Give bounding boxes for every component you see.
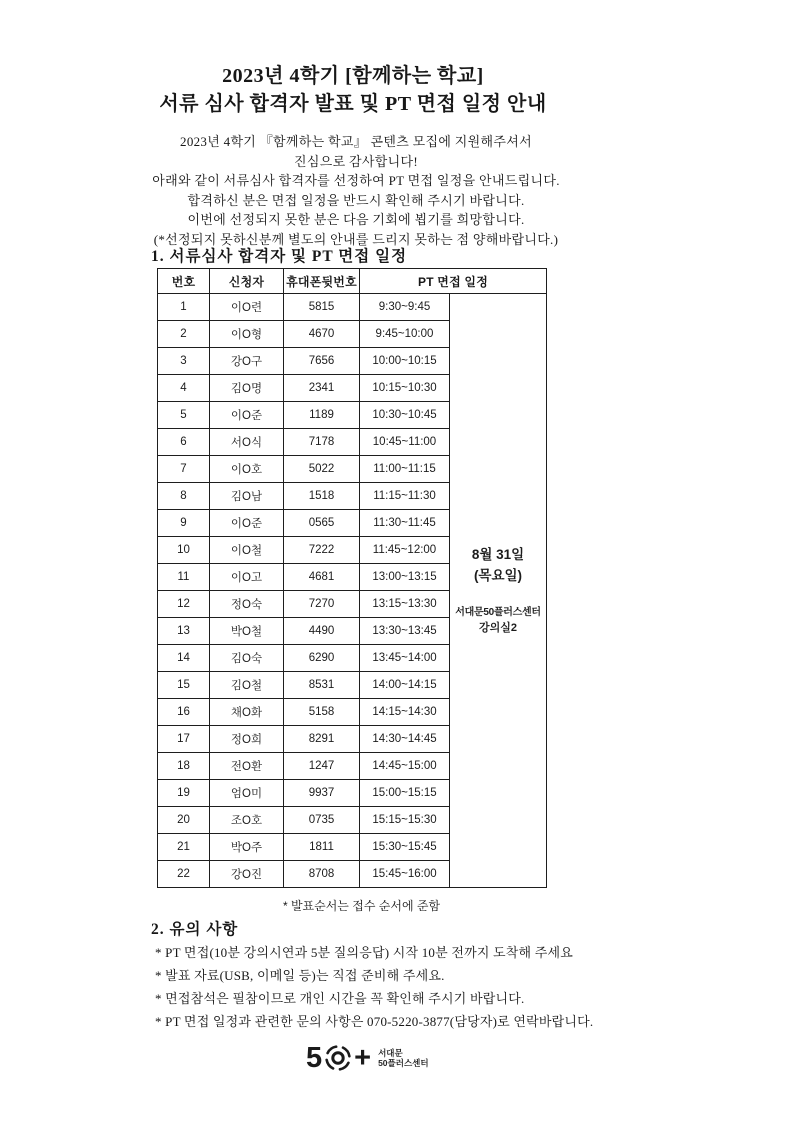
cell-number: 14 xyxy=(158,645,210,672)
cell-time: 13:15~13:30 xyxy=(360,591,450,618)
intro-paragraph xyxy=(0,132,712,249)
cell-number: 6 xyxy=(158,429,210,456)
cell-time: 15:30~15:45 xyxy=(360,834,450,861)
cell-applicant: 이O철 xyxy=(210,537,284,564)
title-line-2: 서류 심사 합격자 발표 및 PT 면접 일정 안내 xyxy=(159,93,547,115)
cell-number: 4 xyxy=(158,375,210,402)
table-row xyxy=(158,294,547,321)
cell-number: 17 xyxy=(158,726,210,753)
cell-applicant: 정O희 xyxy=(210,726,284,753)
intro-line: 진심으로 감사합니다! xyxy=(294,153,418,169)
cell-phone: 7270 xyxy=(284,591,360,618)
cell-applicant: 채O화 xyxy=(210,699,284,726)
cell-phone: 7222 xyxy=(284,537,360,564)
cell-phone: 0565 xyxy=(284,510,360,537)
header-pt-schedule: PT 면접 일정 xyxy=(360,269,547,294)
header-applicant: 신청자 xyxy=(210,269,284,294)
intro-line: 2023년 4학기 『함께하는 학교』 콘텐츠 모집에 지원해주셔서 xyxy=(180,134,532,149)
logo-org-line1: 서대문 xyxy=(378,1048,403,1058)
cell-applicant: 정O숙 xyxy=(210,591,284,618)
header-number: 번호 xyxy=(158,269,210,294)
cell-applicant: 전O환 xyxy=(210,753,284,780)
cell-phone: 0735 xyxy=(284,807,360,834)
cell-time: 15:45~16:00 xyxy=(360,861,450,888)
schedule-info-day: (목요일) xyxy=(473,567,523,583)
cell-time: 13:30~13:45 xyxy=(360,618,450,645)
cell-number: 9 xyxy=(158,510,210,537)
cell-number: 8 xyxy=(158,483,210,510)
cell-phone: 2341 xyxy=(284,375,360,402)
cell-time: 14:45~15:00 xyxy=(360,753,450,780)
cell-number: 22 xyxy=(158,861,210,888)
cell-phone: 4490 xyxy=(284,618,360,645)
cell-phone: 1518 xyxy=(284,483,360,510)
cell-applicant: 이O련 xyxy=(210,294,284,321)
cell-time: 14:00~14:15 xyxy=(360,672,450,699)
note-item: * 면접참석은 필참이므로 개인 시간을 꼭 확인해 주시기 바랍니다. xyxy=(155,991,525,1006)
cell-time: 15:15~15:30 xyxy=(360,807,450,834)
cell-applicant: 엄O미 xyxy=(210,780,284,807)
cell-phone: 7656 xyxy=(284,348,360,375)
page-title xyxy=(0,62,706,118)
cell-applicant: 강O진 xyxy=(210,861,284,888)
cell-applicant: 이O형 xyxy=(210,321,284,348)
cell-number: 2 xyxy=(158,321,210,348)
cell-applicant: 강O구 xyxy=(210,348,284,375)
cell-time: 11:30~11:45 xyxy=(360,510,450,537)
schedule-info-date: 8월 31일 xyxy=(471,546,525,562)
cell-phone: 1811 xyxy=(284,834,360,861)
cell-time: 9:30~9:45 xyxy=(360,294,450,321)
cell-applicant: 김O명 xyxy=(210,375,284,402)
cell-phone: 5158 xyxy=(284,699,360,726)
cell-time: 10:15~10:30 xyxy=(360,375,450,402)
cell-applicant: 이O준 xyxy=(210,510,284,537)
cell-time: 9:45~10:00 xyxy=(360,321,450,348)
cell-time: 10:00~10:15 xyxy=(360,348,450,375)
notes-list xyxy=(155,941,755,1033)
cell-applicant: 서O식 xyxy=(210,429,284,456)
cell-number: 3 xyxy=(158,348,210,375)
cell-number: 7 xyxy=(158,456,210,483)
cell-time: 11:45~12:00 xyxy=(360,537,450,564)
schedule-info-cell xyxy=(450,294,547,888)
cell-phone: 4670 xyxy=(284,321,360,348)
cell-number: 20 xyxy=(158,807,210,834)
cell-number: 5 xyxy=(158,402,210,429)
cell-number: 19 xyxy=(158,780,210,807)
table-header-row xyxy=(158,269,547,294)
schedule-info-room: 강의실2 xyxy=(479,621,517,634)
cell-number: 11 xyxy=(158,564,210,591)
cell-time: 15:00~15:15 xyxy=(360,780,450,807)
logo-plus-glyph: + xyxy=(354,1042,372,1074)
title-line-1: 2023년 4학기 [함께하는 학교] xyxy=(222,65,484,87)
cell-applicant: 박O철 xyxy=(210,618,284,645)
cell-applicant: 김O남 xyxy=(210,483,284,510)
cell-time: 10:30~10:45 xyxy=(360,402,450,429)
schedule-info-venue: 서대문50플러스센터 xyxy=(455,606,541,618)
cell-phone: 7178 xyxy=(284,429,360,456)
note-item: * 발표 자료(USB, 이메일 등)는 직접 준비해 주세요. xyxy=(155,968,445,983)
cell-phone: 8708 xyxy=(284,861,360,888)
schedule-table-body xyxy=(158,294,547,888)
interview-schedule-table xyxy=(157,268,547,888)
note-item: * PT 면접(10분 강의시연과 5분 질의응답) 시작 10분 전까지 도착해 주세요 xyxy=(155,945,574,960)
intro-line: (*선정되지 못하신분께 별도의 안내를 드리지 못하는 점 양해바랍니다.) xyxy=(153,231,559,247)
cell-number: 21 xyxy=(158,834,210,861)
cell-phone: 8531 xyxy=(284,672,360,699)
header-phone: 휴대폰뒷번호 xyxy=(284,269,360,294)
cell-number: 16 xyxy=(158,699,210,726)
footer-logo xyxy=(306,1043,429,1073)
fifty-plus-logo xyxy=(306,1043,371,1073)
cell-time: 13:45~14:00 xyxy=(360,645,450,672)
cell-applicant: 김O철 xyxy=(210,672,284,699)
cell-number: 1 xyxy=(158,294,210,321)
intro-line: 아래와 같이 서류심사 합격자를 선정하여 PT 면접 일정을 안내드립니다. xyxy=(152,173,560,188)
cell-time: 10:45~11:00 xyxy=(360,429,450,456)
cell-time: 11:00~11:15 xyxy=(360,456,450,483)
cell-phone: 5022 xyxy=(284,456,360,483)
cell-time: 14:15~14:30 xyxy=(360,699,450,726)
section2-heading: 2. 유의 사항 xyxy=(151,921,239,938)
cell-applicant: 이O고 xyxy=(210,564,284,591)
cell-number: 10 xyxy=(158,537,210,564)
cell-applicant: 조O호 xyxy=(210,807,284,834)
fifty-plus-circle-icon xyxy=(323,1043,353,1073)
logo-org-line2: 50플러스센터 xyxy=(378,1058,429,1068)
intro-line: 합격하신 분은 면접 일정을 반드시 확인해 주시기 바랍니다. xyxy=(187,192,525,208)
cell-phone: 1247 xyxy=(284,753,360,780)
intro-line: 이번에 선정되지 못한 분은 다음 기회에 뵙기를 희망합니다. xyxy=(187,212,525,227)
note-item: * PT 면접 일정과 관련한 문의 사항은 070-5220-3877(담당자)로 연락바랍니다. xyxy=(155,1014,594,1029)
table-footnote: * 발표순서는 접수 순서에 준함 xyxy=(282,899,441,913)
cell-time: 14:30~14:45 xyxy=(360,726,450,753)
logo-org-name xyxy=(378,1048,429,1068)
cell-phone: 1189 xyxy=(284,402,360,429)
cell-phone: 8291 xyxy=(284,726,360,753)
section1-heading: 1. 서류심사 합격자 및 PT 면접 일정 xyxy=(151,248,408,265)
logo-five-glyph: 5 xyxy=(306,1042,323,1074)
cell-applicant: 이O호 xyxy=(210,456,284,483)
cell-time: 13:00~13:15 xyxy=(360,564,450,591)
cell-time: 11:15~11:30 xyxy=(360,483,450,510)
cell-number: 15 xyxy=(158,672,210,699)
cell-phone: 5815 xyxy=(284,294,360,321)
cell-phone: 6290 xyxy=(284,645,360,672)
cell-number: 12 xyxy=(158,591,210,618)
cell-applicant: 김O숙 xyxy=(210,645,284,672)
cell-applicant: 박O주 xyxy=(210,834,284,861)
cell-number: 13 xyxy=(158,618,210,645)
cell-phone: 9937 xyxy=(284,780,360,807)
cell-number: 18 xyxy=(158,753,210,780)
cell-phone: 4681 xyxy=(284,564,360,591)
cell-applicant: 이O준 xyxy=(210,402,284,429)
